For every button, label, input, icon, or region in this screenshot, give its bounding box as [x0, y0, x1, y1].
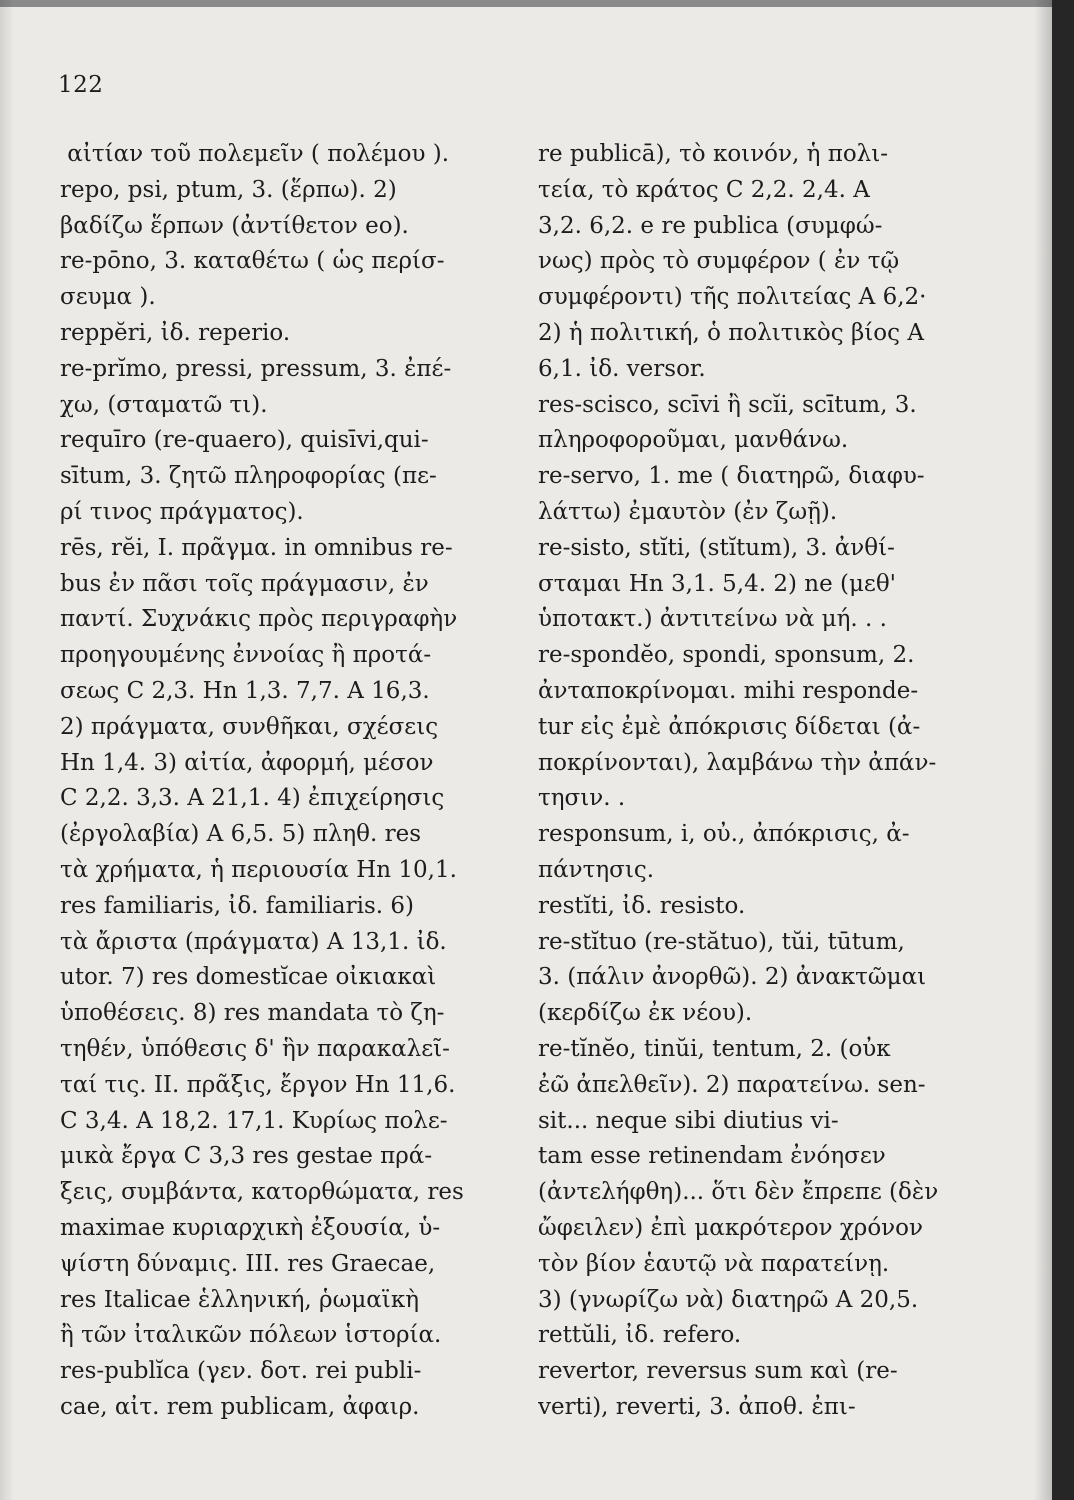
left-column-line: maximae κυριαρχικὴ ἐξουσία, ὑ- [60, 1214, 441, 1241]
right-column-line: ὑποτακτ.) ἀντιτείνω νὰ μή. . . [538, 606, 887, 633]
right-column-line: revertor, reversus sum καὶ (re- [538, 1358, 898, 1385]
left-column-line: Hn 1,4. 3) αἰτία, ἀφορμή, μέσον [60, 749, 434, 776]
page-left-shadow [0, 0, 14, 1500]
left-column-line: τὰ ἄριστα (πράγματα) A 13,1. ἰδ. [60, 928, 447, 955]
left-column-line: σεως C 2,3. Hn 1,3. 7,7. A 16,3. [60, 677, 430, 704]
left-column-line: C 3,4. A 18,2. 17,1. Κυρίως πολε- [60, 1107, 448, 1134]
page-top-edge [0, 0, 1074, 7]
left-column-line: re-prĭmo, pressi, pressum, 3. ἐπέ- [60, 355, 452, 382]
page-right-shadow [1034, 0, 1052, 1500]
right-column-line: τὸν βίον ἑαυτῷ νὰ παρατείνῃ. [538, 1250, 890, 1277]
right-column-line: re-spondĕo, spondi, sponsum, 2. [538, 642, 915, 669]
left-column-line: τὰ χρήματα, ἡ περιουσία Hn 10,1. [60, 856, 457, 883]
right-column-line: responsum, i, οὐ., ἀπόκρισις, ἀ- [538, 821, 910, 848]
left-column-line: αἰτίαν τοῦ πολεμεῖν ( πολέμου ). [60, 141, 450, 167]
right-column-line: ὤφειλεν) ἐπὶ μακρότερον χρόνον [538, 1214, 923, 1241]
right-column-line: re publicā), τὸ κοινόν, ἡ πολι- [538, 141, 889, 167]
right-column-line: (ἀντελήφθη)... ὅτι δὲν ἔπρεπε (δὲν [538, 1179, 939, 1206]
right-column-line: 3. (πάλιν ἀνορθῶ). 2) ἀνακτῶμαι [538, 964, 927, 991]
left-column-line: requīro (re-quaero), quisīvi,qui- [60, 427, 429, 454]
left-column-line: cae, αἰτ. rem publicam, ἀφαιρ. [60, 1393, 420, 1420]
right-column-line: ἀνταποκρίνομαι. mihi responde- [538, 677, 919, 704]
right-column-line: rettŭli, ἰδ. refero. [538, 1322, 742, 1349]
right-column-line: 2) ἡ πολιτική, ὁ πολιτικὸς βίος A [538, 319, 924, 346]
left-column-line: re-pōno, 3. καταθέτω ( ὡς περίσ- [60, 248, 445, 275]
page-number: 122 [58, 72, 104, 98]
left-column-line: repo, psi, ptum, 3. (ἕρπω). 2) [60, 176, 397, 203]
left-column-line: C 2,2. 3,3. A 21,1. 4) ἐπιχείρησις [60, 785, 445, 812]
right-column-line: συμφέροντι) τῆς πολιτείας A 6,2· [538, 284, 927, 311]
left-column-line: res familiaris, ἰδ. familiaris. 6) [60, 892, 414, 919]
left-column-line: προηγουμένης ἐννοίας ἢ προτά- [60, 642, 432, 669]
left-column-line: res Italicae ἑλληνική, ῥωμαϊκὴ [60, 1286, 419, 1313]
right-column-line: tur εἰς ἐμὲ ἀπόκρισις δίδεται (ἀ- [538, 713, 921, 740]
left-column-line: bus ἐν πᾶσι τοῖς πράγμασιν, ἐν [60, 570, 429, 597]
right-column-line: (κερδίζω ἐκ νέου). [538, 1000, 753, 1027]
left-column-line: χω, (σταματῶ τι). [60, 391, 268, 418]
left-column-line: 2) πράγματα, συνθῆκαι, σχέσεις [60, 713, 439, 740]
left-column-line: ταί τις. II. πρᾶξις, ἔργον Hn 11,6. [60, 1071, 456, 1098]
right-column-line: ποκρίνονται), λαμβάνω τὴν ἀπάν- [538, 749, 937, 776]
left-column-line: ρί τινος πράγματος). [60, 498, 304, 525]
right-column-line: ἐῶ ἀπελθεῖν). 2) παρατείνω. sen- [538, 1071, 926, 1098]
left-column-line: σευμα ). [60, 284, 156, 311]
right-column-line: re-sisto, stĭti, (stĭtum), 3. ἀνθί- [538, 534, 895, 561]
left-column-line: utor. 7) res domestĭcae οἰκιακαὶ [60, 964, 437, 991]
left-column-line: sītum, 3. ζητῶ πληροφορίας (πε- [60, 463, 437, 490]
right-column-line: 3) (γνωρίζω νὰ) διατηρῶ A 20,5. [538, 1286, 919, 1313]
left-column-line: rēs, rĕi, I. πρᾶγμα. in omnibus re- [60, 534, 453, 561]
right-column-line: sit... neque sibi diutius vi- [538, 1107, 839, 1134]
left-column-line: ψίστη δύναμις. III. res Graecae, [60, 1250, 436, 1277]
left-column-line: reppĕri, ἰδ. reperio. [60, 319, 291, 346]
right-column-line: tam esse retinendam ἐνόησεν [538, 1143, 886, 1170]
left-column-line: ὑποθέσεις. 8) res mandata τὸ ζη- [60, 1000, 445, 1027]
right-column-line: res-scisco, scīvi ἢ scĭi, scītum, 3. [538, 391, 917, 418]
left-column-line: παντί. Συχνάκις πρὸς περιγραφὴν [60, 606, 458, 633]
right-column-line: restĭti, ἰδ. resisto. [538, 892, 746, 919]
right-column-line: πάντησις. [538, 856, 655, 883]
left-column [60, 137, 492, 1426]
book-binding-edge [1052, 0, 1074, 1500]
left-column-line: ξεις, συμβάντα, κατορθώματα, res [60, 1179, 464, 1206]
left-column-line: βαδίζω ἕρπων (ἀντίθετον eo). [60, 212, 409, 239]
left-column-line: μικὰ ἔργα C 3,3 res gestae πρά- [60, 1143, 433, 1170]
right-column [538, 137, 970, 1426]
right-column-line: 3,2. 6,2. e re publica (συμφώ- [538, 212, 883, 239]
right-column-line: 6,1. ἰδ. versor. [538, 355, 706, 382]
left-column-line: ἢ τῶν ἰταλικῶν πόλεων ἱστορία. [60, 1322, 442, 1349]
right-column-line: verti), reverti, 3. ἀποθ. ἐπι- [538, 1393, 856, 1420]
left-column-line: τηθέν, ὑπόθεσις δ' ἣν παρακαλεῖ- [60, 1035, 450, 1062]
right-column-line: τησιν. . [538, 785, 626, 812]
right-column-line: re-stĭtuo (re-stătuo), tŭi, tūtum, [538, 928, 905, 955]
right-column-line: re-tĭnĕo, tinŭi, tentum, 2. (οὐκ [538, 1035, 891, 1062]
right-column-line: πληροφοροῦμαι, μανθάνω. [538, 427, 849, 454]
right-column-line: νως) πρὸς τὸ συμφέρον ( ἐν τῷ [538, 248, 900, 275]
right-column-line: τεία, τὸ κράτος C 2,2. 2,4. A [538, 176, 870, 203]
right-column-line: σταμαι Hn 3,1. 5,4. 2) ne (μεθ' [538, 570, 897, 597]
right-column-line: re-servo, 1. me ( διατηρῶ, διαφυ- [538, 463, 925, 490]
right-column-line: λάττω) ἐμαυτὸν (ἐν ζωῇ). [538, 498, 838, 525]
left-column-line: (ἐργολαβία) A 6,5. 5) πληθ. res [60, 821, 422, 848]
left-column-line: res-publĭca (γεν. δοτ. rei publi- [60, 1358, 422, 1385]
